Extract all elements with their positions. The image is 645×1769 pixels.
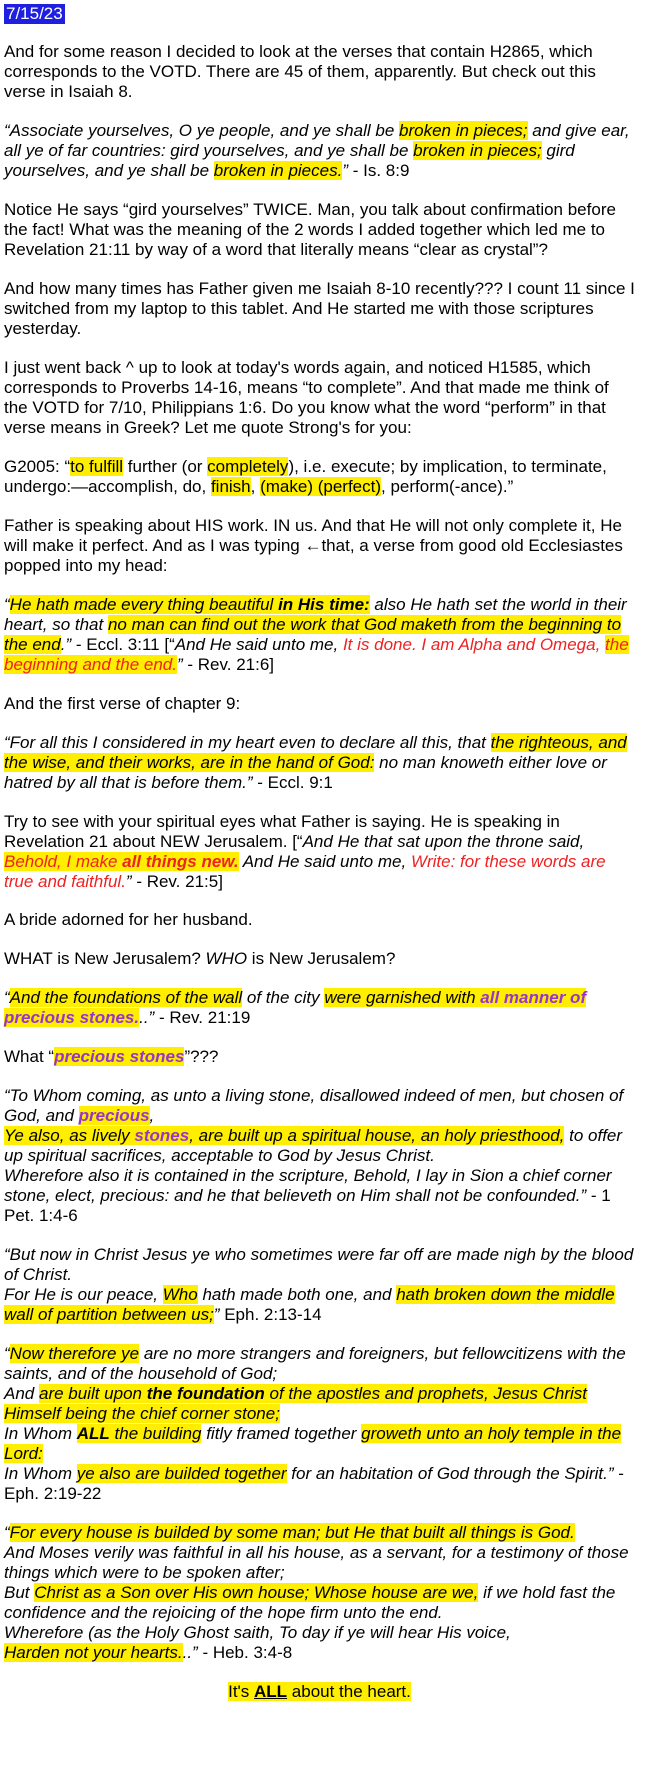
paragraph-bride: A bride adorned for her husband. — [4, 910, 253, 929]
paragraph-what-is: WHAT is New Jerusalem? WHO is New Jerusalem? — [4, 949, 396, 968]
highlight: broken in pieces; — [399, 121, 528, 140]
highlight-bold: the foundation — [146, 1384, 265, 1403]
quote-1-pet: “To Whom coming, as unto a living stone, disallowed indeed of men, but chosen of God, and precious, Ye also, as lively stones, are built up a spiritual house, an holy priesthood, to offer up spiritual sacrifices, acceptable to God by Jesus Christ. Wherefore also it is contained in the scripture, Behold, I lay in Sion a chief corner stone, elect, precious: and he that believeth on Him shall not be confounded.” - 1 Pet. 1:4-6 — [4, 1086, 624, 1225]
red-letter-highlight: Behold, I make — [4, 852, 123, 871]
reference: - Eph. 2:19-22 — [4, 1464, 624, 1503]
red-letter-highlight-bold: all things new. — [122, 852, 239, 871]
highlight-purple: precious — [78, 1106, 150, 1125]
highlight: And the foundations of the wall — [9, 988, 243, 1007]
highlight: He hath made every thing beautiful — [9, 595, 279, 614]
reference: - Eccl. 3:11 [“ — [71, 635, 175, 654]
highlight: , are built up a spiritual house, an holy priesthood, — [189, 1126, 565, 1145]
highlight: Christ as a Son over His own house; Whose house are we, — [34, 1583, 479, 1602]
quote-isaiah-8-9 — [4, 121, 635, 181]
highlight-purple: all manner of precious stones. — [4, 988, 587, 1027]
paragraph-strongs-intro: I just went back ^ up to look at today's words again, and noticed H1585, which corresponds to Proverbs 14-16, means “to complete”. And that made me think of the VOTD for 7/10, Philippians 1:6. Do you know what the word “perform” in that verse means in Greek? Let me quote Strong's for you: — [4, 358, 609, 437]
reference: - 1 Pet. 1:4-6 — [4, 1186, 611, 1225]
highlight-purple: precious stones — [54, 1047, 185, 1066]
reference: - Rev. 21:19 — [154, 1008, 251, 1027]
highlight: broken in pieces. — [213, 161, 343, 180]
highlight: broken in pieces; — [413, 141, 542, 160]
reference: - Rev. 21:5] — [131, 872, 223, 891]
highlight: hath broken down the middle wall of partition between us; — [4, 1285, 615, 1324]
quote-heb-3: “For every house is builded by some man; but He that built all things is God. And Moses verily was faithful in all his house, as a servant, for a testimony of those things which were to be spoken after; But Christ as a Son over His own house; Whose house are we, if we hold fast the confidence and the rejoicing of the hope firm unto the end. Wherefore (as the Holy Ghost saith, To day if ye will hear His voice, Harden not your hearts...” - Heb. 3:4-8 — [4, 1523, 629, 1662]
highlight: finish — [210, 477, 251, 496]
highlight: the righteous, and the wise, and their works, are in the hand of God: — [4, 733, 627, 772]
quote-text: “Associate yourselves, O ye people, and ye shall be broken in pieces; and give ear, all ye of far countries: gird yourselves, and ye shall be broken in pieces; gird yourselves, and ye shall be broken in pieces.” — [4, 121, 630, 180]
highlight: completely — [207, 457, 289, 476]
highlight: groweth unto an holy temple in the Lord: — [4, 1424, 622, 1463]
highlight: ye also are builded together — [76, 1464, 287, 1483]
quote-eph-2-13: “But now in Christ Jesus ye who sometimes were far off are made nigh by the blood of Christ. For He is our peace, Who hath made both one, and hath broken down the middle wall of partition between us;” Eph. 2:13-14 — [4, 1245, 634, 1324]
closing-line — [4, 1682, 635, 1702]
strongs-definition: G2005: “to fulfill further (or completely), i.e. execute; by implication, to terminate, undergo:—accomplish, do, finish, (make) (perfect), perform(-ance).” — [4, 457, 607, 496]
red-letter-highlight: the beginning and the end. — [4, 635, 629, 674]
highlight: (make) (perfect) — [260, 477, 382, 496]
reference: - Eccl. 9:1 — [252, 773, 333, 792]
highlight: were garnished with — [324, 988, 481, 1007]
date-badge: 7/15/23 — [6, 4, 63, 23]
highlight: the building — [109, 1424, 202, 1443]
reference: - Heb. 3:4-8 — [197, 1643, 293, 1662]
paragraph-intro: And for some reason I decided to look at the verses that contain H2865, which corresponds to the VOTD. There are 45 of them, apparently. But check out this verse in Isaiah 8. — [4, 42, 596, 101]
red-letter: It is done. I am Alpha and Omega, — [342, 635, 606, 654]
highlight: Harden not your hearts. — [4, 1643, 183, 1662]
highlight: Who — [162, 1285, 198, 1304]
highlight: Ye also, as lively — [4, 1126, 135, 1145]
highlight-purple: stones — [134, 1126, 190, 1145]
reference: Eph. 2:13-14 — [219, 1305, 322, 1324]
paragraph-precious-stones: What “precious stones”??? — [4, 1047, 219, 1066]
quote-rev-21-19: “And the foundations of the wall of the city were garnished with all manner of precious stones...” - Rev. 21:19 — [4, 988, 587, 1027]
highlight-bold: in His time: — [278, 595, 370, 614]
reference: - Rev. 21:6] — [182, 655, 275, 674]
red-letter: Write: for these words are true and faithful. — [4, 852, 606, 891]
highlight: no man can find out the work that God maketh from the beginning to the end — [4, 615, 622, 654]
highlight: to fulfill — [70, 457, 124, 476]
highlight: For every house is builded by some man; but He that built all things is God. — [9, 1523, 575, 1542]
quote-eccl-9-1: “For all this I considered in my heart even to declare all this, that the righteous, and the wise, and their works, are in the hand of God: no man knoweth either love or hatred by all that is before them.” - Eccl. 9:1 — [4, 733, 627, 792]
highlight-bold: ALL — [76, 1424, 110, 1443]
paragraph-gird: Notice He says “gird yourselves” TWICE. Man, you talk about confirmation before the fact! What was the meaning of the 2 words I added together which led me to Revelation 21:11 by way of a word that literally means “clear as crystal”? — [4, 200, 616, 259]
quote-eph-2-19: “Now therefore ye are no more strangers and foreigners, but fellowcitizens with the saints, and of the household of God; And are built upon the foundation of the apostles and prophets, Jesus Christ Himself being the chief corner stone; In Whom ALL the building fitly framed together groweth unto an holy temple in the Lord: In Whom ye also are builded together for an habitation of God through the Spirit.” - Eph. 2:19-22 — [4, 1344, 626, 1503]
emphasis-all: ALL — [254, 1682, 288, 1701]
paragraph-isaiah-count: And how many times has Father given me Isaiah 8-10 recently??? I count 11 since I switched from my laptop to this tablet. And He started me with those scriptures yesterday. — [4, 279, 635, 338]
quote-eccl-3-11: “He hath made every thing beautiful in His time: also He hath set the world in their heart, so that no man can find out the work that God maketh from the beginning to the end.” - Eccl. 3:11 [“And He said unto me, It is done. I am Alpha and Omega, the beginning and the end.” - Rev. 21:6] — [4, 595, 629, 674]
highlight: Now therefore ye — [9, 1344, 140, 1363]
highlight: It's ALL about the heart. — [228, 1682, 411, 1701]
highlight: are built upon — [38, 1384, 147, 1403]
highlight: of the apostles and prophets, Jesus Christ Himself being the chief corner stone; — [4, 1384, 588, 1423]
paragraph-chapter-9: And the first verse of chapter 9: — [4, 694, 241, 713]
paragraph-his-work: Father is speaking about HIS work. IN us. And that He will not only complete it, He will make it perfect. And as I was typing ←that, a verse from good old Ecclesiastes popped into my head: — [4, 516, 623, 575]
reference: - Is. 8:9 — [348, 161, 410, 180]
paragraph-new-jerusalem: Try to see with your spiritual eyes what Father is saying. He is speaking in Revelation 21 about NEW Jerusalem. [“And He that sat upon the throne said, Behold, I make all things new. And He said unto me, Write: for these words are true and faithful.” - Rev. 21:5] — [4, 812, 606, 891]
